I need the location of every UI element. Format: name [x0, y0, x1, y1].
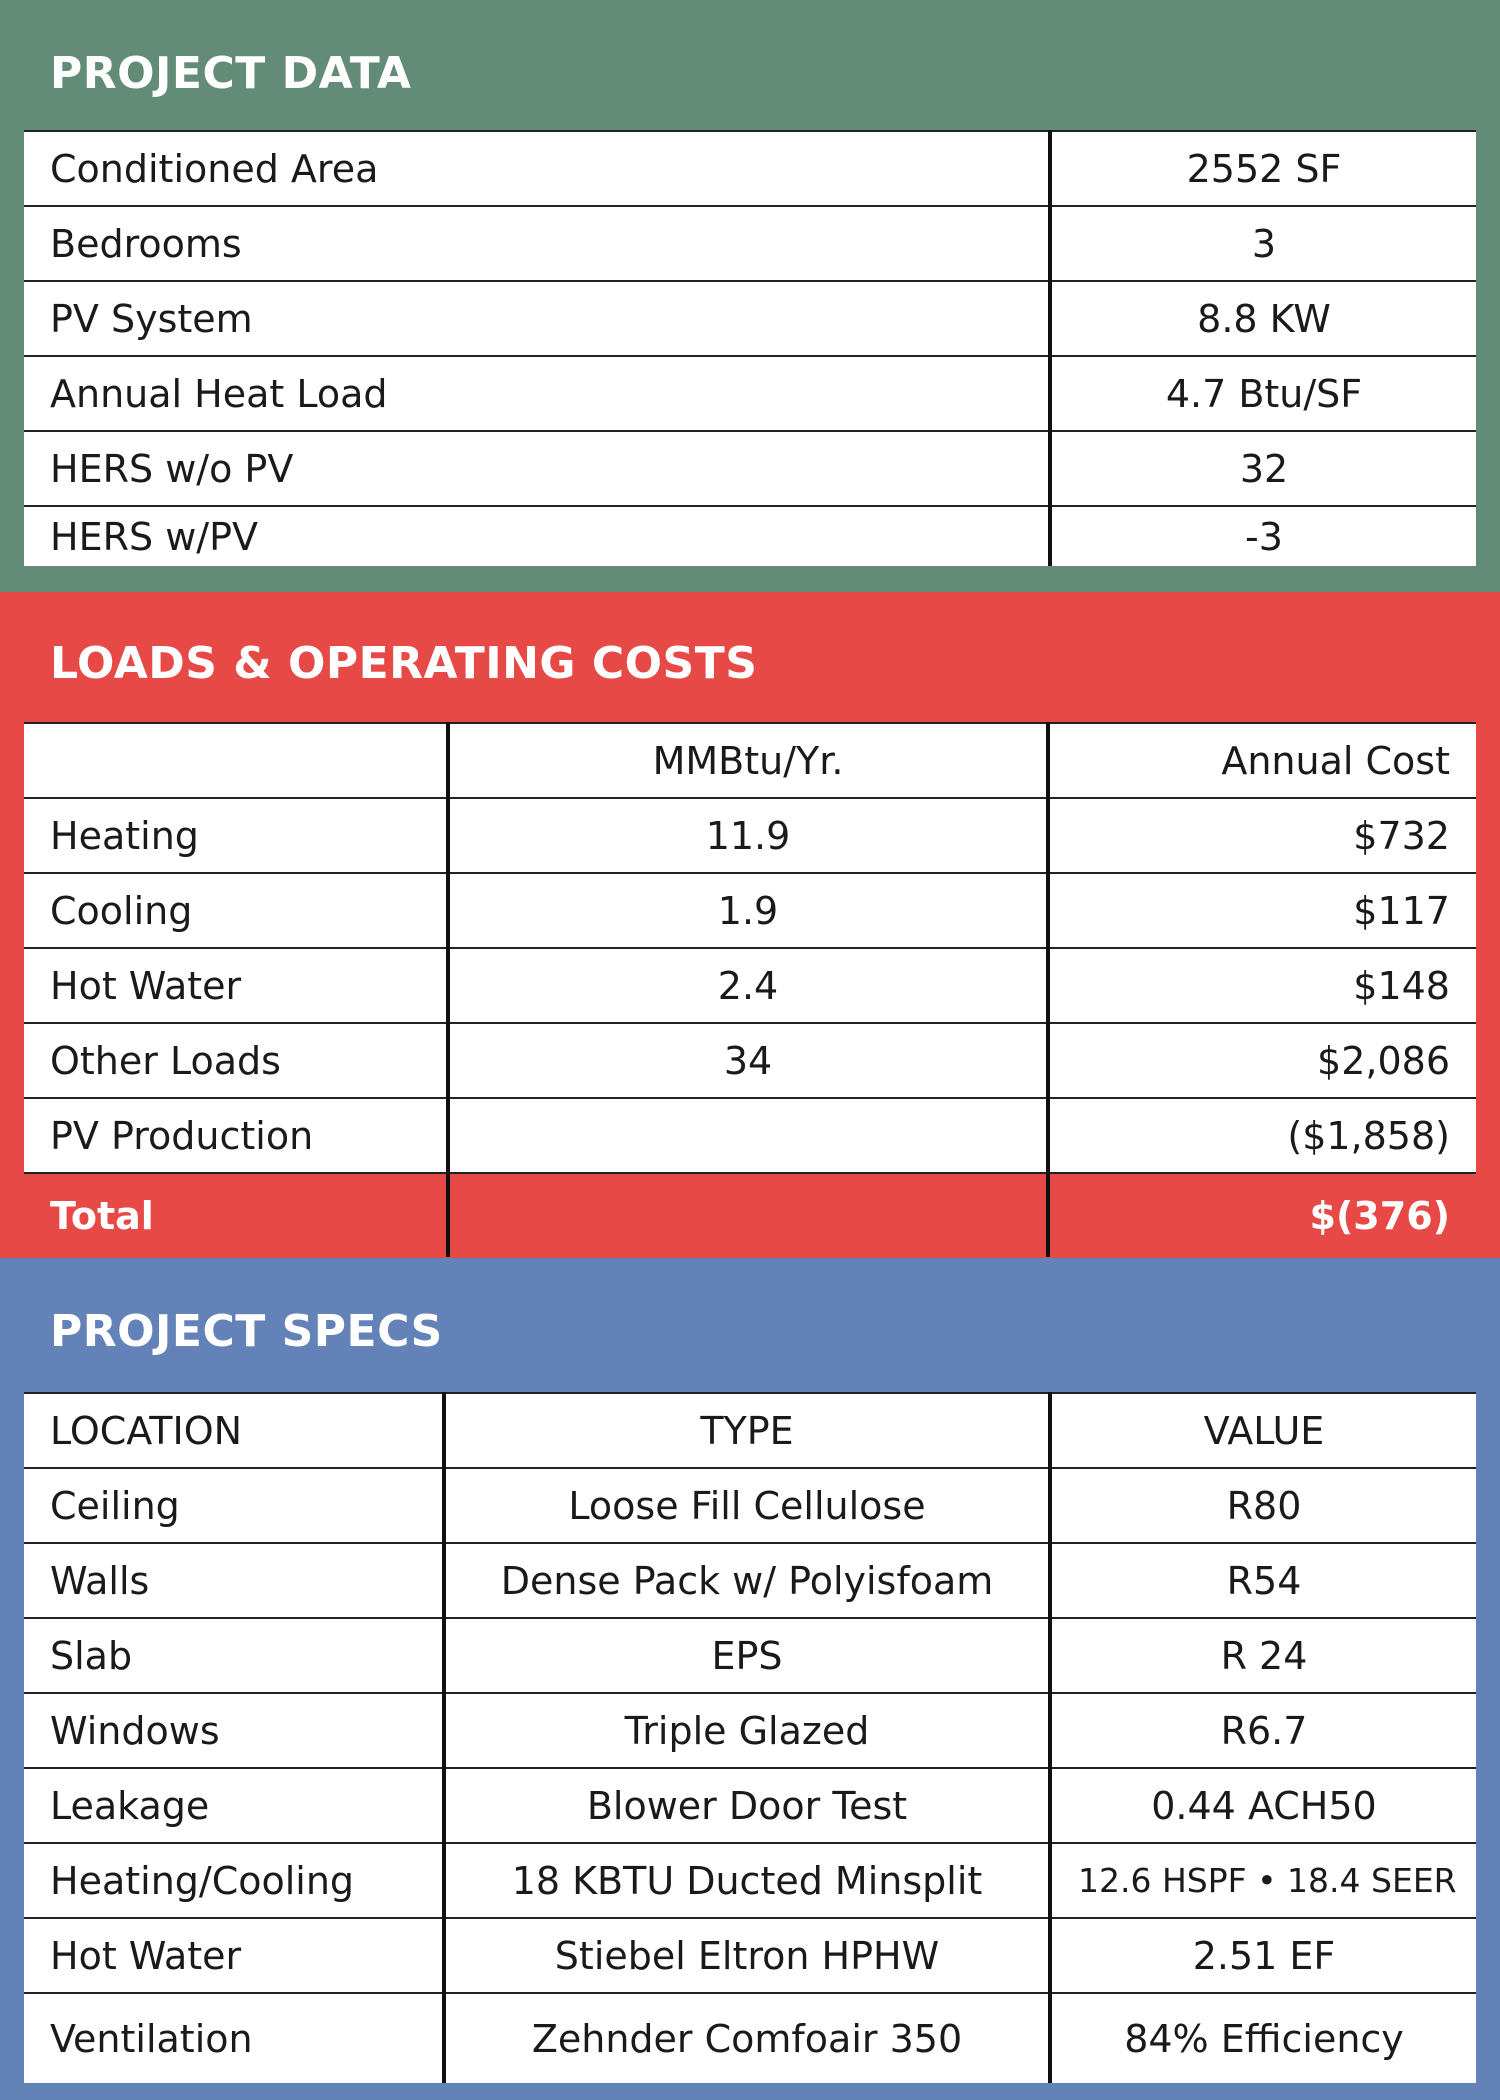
table-row — [24, 281, 1476, 356]
specs-section — [0, 1258, 1500, 2100]
table-row — [24, 948, 1476, 1023]
table-row — [24, 1768, 1476, 1843]
specs-title: PROJECT SPECS — [50, 1306, 443, 1357]
row-value: 32 — [1050, 431, 1476, 506]
spec-location: Slab — [24, 1618, 444, 1693]
table-header-row — [24, 723, 1476, 798]
spec-location: Ventilation — [50, 2016, 253, 2061]
table-row — [24, 206, 1476, 281]
spec-location: Walls — [24, 1543, 444, 1618]
total-row — [24, 1173, 1476, 1257]
load-cost: $117 — [1048, 873, 1476, 948]
table-row — [24, 1918, 1476, 1993]
row-value: 3 — [1050, 206, 1476, 281]
load-label: PV Production — [24, 1098, 448, 1173]
table-row — [24, 1993, 1476, 2083]
spec-type: EPS — [444, 1618, 1050, 1693]
row-value: 2552 SF — [1050, 131, 1476, 206]
project-data-table — [24, 130, 1476, 566]
total-mmbtu — [448, 1173, 1048, 1257]
spec-value: 84% Efficiency — [1050, 1993, 1476, 2083]
spec-type: Stiebel Eltron HPHW — [444, 1918, 1050, 1993]
spec-location: Hot Water — [24, 1918, 444, 1993]
spec-value: 2.51 EF — [1050, 1918, 1476, 1993]
spec-type: Zehnder Comfoair 350 — [444, 1993, 1050, 2083]
spec-type: Blower Door Test — [444, 1768, 1050, 1843]
column-header: MMBtu/Yr. — [448, 723, 1048, 798]
load-mmbtu: 34 — [448, 1023, 1048, 1098]
spec-type: Triple Glazed — [444, 1693, 1050, 1768]
table-row — [24, 356, 1476, 431]
spec-value: R 24 — [1050, 1618, 1476, 1693]
column-header: LOCATION — [24, 1393, 444, 1468]
total-cost: $(376) — [1048, 1173, 1476, 1257]
table-row — [24, 873, 1476, 948]
load-mmbtu: 11.9 — [448, 798, 1048, 873]
row-label: Conditioned Area — [24, 131, 1050, 206]
column-header: VALUE — [1050, 1393, 1476, 1468]
load-cost: ($1,858) — [1048, 1098, 1476, 1173]
spec-type: Dense Pack w/ Polyisfoam — [444, 1543, 1050, 1618]
row-value: 4.7 Btu/SF — [1050, 356, 1476, 431]
spec-value: R80 — [1050, 1468, 1476, 1543]
specs-table — [24, 1392, 1476, 2083]
load-mmbtu: 2.4 — [448, 948, 1048, 1023]
row-label: PV System — [24, 281, 1050, 356]
spec-value: 0.44 ACH50 — [1050, 1768, 1476, 1843]
spec-value: R54 — [1050, 1543, 1476, 1618]
table-row — [24, 1023, 1476, 1098]
table-row — [24, 431, 1476, 506]
loads-section — [0, 592, 1500, 1258]
spec-location: Leakage — [24, 1768, 444, 1843]
table-row — [24, 1618, 1476, 1693]
table-header-row — [24, 1393, 1476, 1468]
table-row — [24, 506, 1476, 566]
load-label: Other Loads — [24, 1023, 448, 1098]
project-data-title: PROJECT DATA — [50, 48, 412, 99]
load-cost: $148 — [1048, 948, 1476, 1023]
row-label: HERS w/PV — [50, 514, 258, 559]
load-mmbtu: 1.9 — [448, 873, 1048, 948]
load-cost: $2,086 — [1048, 1023, 1476, 1098]
row-value: -3 — [1050, 506, 1476, 566]
spec-value: R6.7 — [1050, 1693, 1476, 1768]
loads-title: LOADS & OPERATING COSTS — [50, 638, 758, 689]
spec-location: Heating/Cooling — [24, 1843, 444, 1918]
project-data-section — [0, 0, 1500, 592]
spec-location: Windows — [24, 1693, 444, 1768]
load-mmbtu — [448, 1098, 1048, 1173]
spec-type: Loose Fill Cellulose — [444, 1468, 1050, 1543]
spec-location: Ceiling — [24, 1468, 444, 1543]
spec-value: 12.6 HSPF • 18.4 SEER — [1050, 1843, 1476, 1918]
table-row — [24, 1693, 1476, 1768]
table-row — [24, 1843, 1476, 1918]
load-label: Hot Water — [24, 948, 448, 1023]
table-row — [24, 798, 1476, 873]
column-header: TYPE — [444, 1393, 1050, 1468]
spec-type: 18 KBTU Ducted Minsplit — [444, 1843, 1050, 1918]
total-label: Total — [24, 1173, 448, 1257]
table-row — [24, 1468, 1476, 1543]
load-label: Heating — [24, 798, 448, 873]
table-row — [24, 1098, 1476, 1173]
load-cost: $732 — [1048, 798, 1476, 873]
row-label: HERS w/o PV — [24, 431, 1050, 506]
table-row — [24, 131, 1476, 206]
row-label: Bedrooms — [24, 206, 1050, 281]
loads-table — [24, 722, 1476, 1257]
row-label: Annual Heat Load — [24, 356, 1050, 431]
column-header: Annual Cost — [1048, 723, 1476, 798]
table-row — [24, 1543, 1476, 1618]
row-value: 8.8 KW — [1050, 281, 1476, 356]
column-header — [24, 723, 448, 798]
load-label: Cooling — [24, 873, 448, 948]
